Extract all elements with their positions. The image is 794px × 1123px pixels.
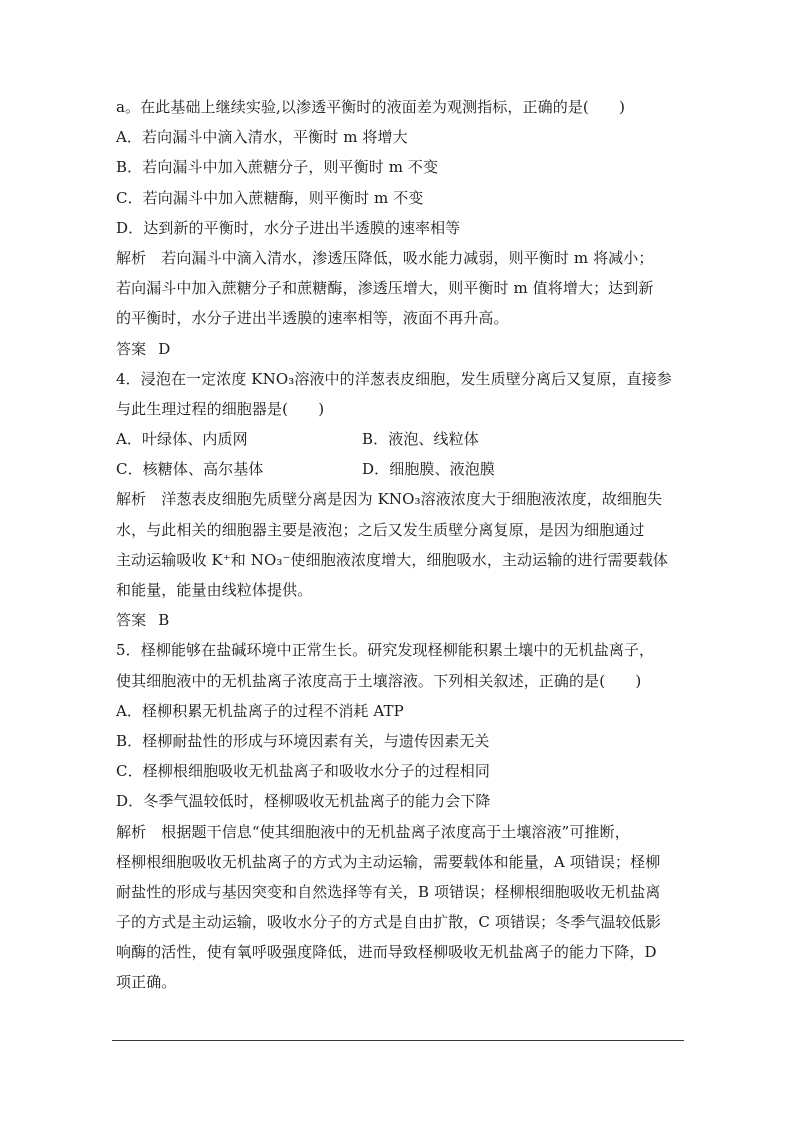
- q5-analysis-line-5: 响酶的活性，使有氧呼吸强度降低，进而导致柽柳吸收无机盐离子的能力下降，D: [116, 943, 657, 962]
- q4-option-d: D．细胞膜、液泡膜: [362, 460, 495, 479]
- q5-analysis-line-4: 子的方式是主动运输，吸收水分子的方式是自由扩散，C 项错误；冬季气温较低影: [116, 913, 661, 932]
- q3-option-a: A．若向漏斗中滴入清水，平衡时 m 将增大: [116, 128, 408, 147]
- bottom-divider: [112, 1040, 684, 1041]
- q4-answer-value: B: [158, 611, 170, 630]
- q3-analysis-line-2: 若向漏斗中加入蔗糖分子和蔗糖酶，渗透压增大，则平衡时 m 值将增大；达到新: [116, 279, 654, 298]
- q4-option-c: C．核糖体、高尔基体: [116, 460, 264, 479]
- q3-answer-value: D: [158, 339, 171, 358]
- q5-option-d: D．冬季气温较低时，柽柳吸收无机盐离子的能力会下降: [116, 792, 491, 811]
- q4-options-row-2: [116, 454, 684, 484]
- q4-answer-label: 答案: [116, 611, 147, 630]
- q4-analysis-line-4: 和能量，能量由线粒体提供。: [116, 581, 313, 599]
- q4-stem-line-2: 与此生理过程的细胞器是( ): [116, 399, 325, 418]
- q5-option-a: A．柽柳积累无机盐离子的过程不消耗 ATP: [116, 701, 404, 720]
- q3-answer-label: 答案: [116, 339, 147, 358]
- q3-option-b: B．若向漏斗中加入蔗糖分子，则平衡时 m 不变: [116, 158, 439, 177]
- q4-options-row-1: [116, 424, 684, 454]
- q3-option-c: C．若向漏斗中加入蔗糖酶，则平衡时 m 不变: [116, 188, 424, 207]
- q5-option-b: B．柽柳耐盐性的形成与环境因素有关，与遗传因素无关: [116, 731, 490, 750]
- q4-option-a: A．叶绿体、内质网: [116, 430, 248, 449]
- q3-answer: [116, 334, 684, 364]
- q5-analysis-line-6: 项正确。: [116, 973, 177, 992]
- q5-analysis-line-2: 柽柳根细胞吸收无机盐离子的方式为主动运输，需要载体和能量，A 项错误；柽柳: [116, 852, 661, 871]
- q4-analysis-line-2: 水，与此相关的细胞器主要是液泡；之后又发生质壁分离复原，是因为细胞通过: [116, 520, 645, 539]
- q3-stem-line: a。在此基础上继续实验,以渗透平衡时的液面差为观测指标，正确的是( ): [116, 98, 626, 116]
- q3-analysis-line-1: 解析 若向漏斗中滴入清水，渗透压降低，吸水能力减弱，则平衡时 m 将减小；: [116, 248, 654, 267]
- q4-stem-line-1: 4．浸泡在一定浓度 KNO₃溶液中的洋葱表皮细胞，发生质壁分离后又复原，直接参: [116, 369, 672, 388]
- q4-option-b: B．液泡、线粒体: [362, 430, 479, 449]
- q5-analysis-line-1: 解析 根据题干信息“使其细胞液中的无机盐离子浓度高于土壤溶液”可推断，: [116, 822, 630, 841]
- q5-option-c: C．柽柳根细胞吸收无机盐离子和吸收水分子的过程相同: [116, 762, 490, 781]
- page-content: [116, 92, 684, 998]
- q3-analysis-line-3: 的平衡时，水分子进出半透膜的速率相等，液面不再升高。: [116, 309, 509, 328]
- q5-stem-line-1: 5．柽柳能够在盐碱环境中正常生长。研究发现柽柳能积累土壤中的无机盐离子，: [116, 641, 655, 660]
- q3-option-d: D．达到新的平衡时，水分子进出半透膜的速率相等: [116, 218, 461, 237]
- q5-stem-line-2: 使其细胞液中的无机盐离子浓度高于土壤溶液。下列相关叙述，正确的是( ): [116, 671, 642, 690]
- q5-analysis-line-3: 耐盐性的形成与基因突变和自然选择等有关，B 项错误；柽柳根细胞吸收无机盐离: [116, 882, 661, 901]
- q4-analysis-line-3: 主动运输吸收 K⁺和 NO₃⁻使细胞液浓度增大，细胞吸水，主动运输的进行需要载体: [116, 550, 669, 569]
- q4-analysis-line-1: 解析 洋葱表皮细胞先质壁分离是因为 KNO₃溶液浓度大于细胞液浓度，故细胞失: [116, 490, 663, 509]
- q4-answer: [116, 605, 684, 635]
